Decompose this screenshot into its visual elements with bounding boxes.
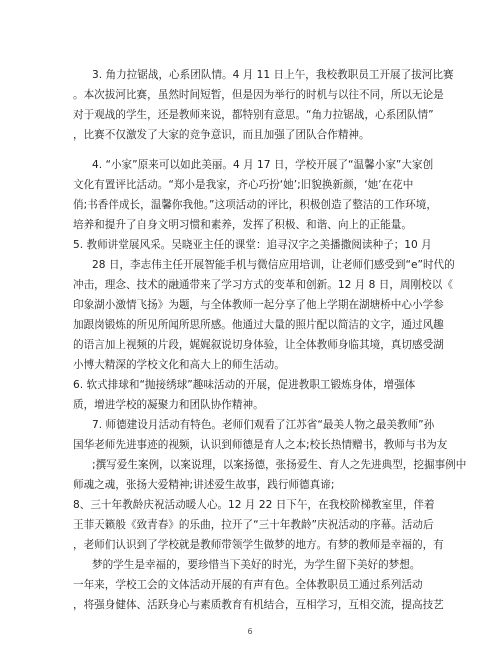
text-line: ，老师们认识到了学校就是教师带领学生做梦的地方。有梦的教师是幸福的，有 (73, 539, 444, 551)
text-line: 的语言加上视频的片段，娓娓叙说切身体验，让全体教师身临其境，真切感受湖 (73, 339, 444, 351)
text-line: 王菲天籁般《致青春》的乐曲，拉开了“三十年教龄”庆祝活动的序幕。活动后 (73, 519, 434, 531)
text-line: 加跟岗锻炼的所见所闻所思所感。他通过大量的照片配以简洁的文字，通过风趣 (73, 319, 444, 331)
text-line: 梦的学生是幸福的，要珍惜当下美好的时光，为学生留下美好的梦想。 (92, 559, 421, 571)
text-line: 俏;书香伴成长，温馨你我他。”这项活动的评比，积极创造了整洁的工作环境， (73, 199, 437, 211)
text-line: 5. 教师讲堂展风采。吴晓亚主任的课堂：追寻汉字之美播撒阅读种子；10 月 (73, 239, 432, 251)
text-line: 一年来，学校工会的文体活动开展的有声有色。全体教职员工通过系列活动 (73, 579, 423, 591)
text-line: 4. “小家”原来可以如此美丽。4 月 17 日，学校开展了“温馨小家”大家创 (92, 159, 434, 171)
text-line: ;撰写爱生案例，以案说理，以案扬德，张扬爱生、育人之先进典型，挖掘事例中 (92, 459, 467, 471)
text-line: 7. 师德建设月活动有特色。老师们观看了江苏省“最美人物之最美教师”孙 (92, 419, 435, 431)
page-number: 6 (247, 627, 253, 636)
text-line: 师魂之魂，张扬大爱精神;讲述爱生故事，践行师德真谛; (73, 479, 335, 491)
text-line: 28 日，李志伟主任开展智能手机与微信应用培训，让老师们感受到“e”时代的 (92, 259, 455, 271)
text-line: 培养和提升了自身文明习惯和素养，发挥了积极、和谐、向上的正能量。 (73, 219, 412, 231)
text-line: 文化有置评比活动。“郑小是我家，齐心巧扮‘她’;旧貌换新颜，‘她’在花中 (73, 179, 414, 191)
text-line: 国华老师先进事迹的视频，认识到师德是育人之本;校长热情赠书，教师与书为友 (73, 439, 448, 451)
text-line: 8、三十年教龄庆祝活动暖人心。12 月 22 日下午，在我校阶梯教室里，伴着 (73, 499, 435, 511)
text-line: 6. 软式排球和“抛接绣球”趣味活动的开展，促进教职工锻炼身体，增强体 (73, 379, 416, 391)
text-line: ，比赛不仅激发了大家的竞争意识，而且加强了团队合作精神。 (73, 129, 370, 141)
text-line: 小博大精深的学校文化和高大上的师生活动。 (73, 359, 285, 371)
text-line: 对于观战的学生，还是教师来说，都特别有意思。“角力拉锯战，心系团队情” (73, 109, 434, 121)
text-line: ，将强身健体、活跃身心与素质教育有机结合，互相学习，互相交流，提高技艺 (73, 599, 444, 611)
text-line: 冲击，理念、技术的融通带来了学习方式的变革和创新。12 月 8 日，周刚校以《 (73, 279, 453, 291)
text-line: 印象湖小激情飞扬》为题，与全体教师一起分享了他上学期在湖塘桥中心小学参 (73, 299, 444, 311)
text-line: 。本次拔河比赛，虽然时间短暂，但是因为举行的时机与以往不同，所以无论是 (73, 89, 444, 101)
text-line: 3. 角力拉锯战，心系团队情。4 月 11 日上午，我校教职员工开展了拔河比赛 (92, 69, 454, 81)
text-line: 质，增进学校的凝聚力和团队协作精神。 (73, 399, 264, 411)
